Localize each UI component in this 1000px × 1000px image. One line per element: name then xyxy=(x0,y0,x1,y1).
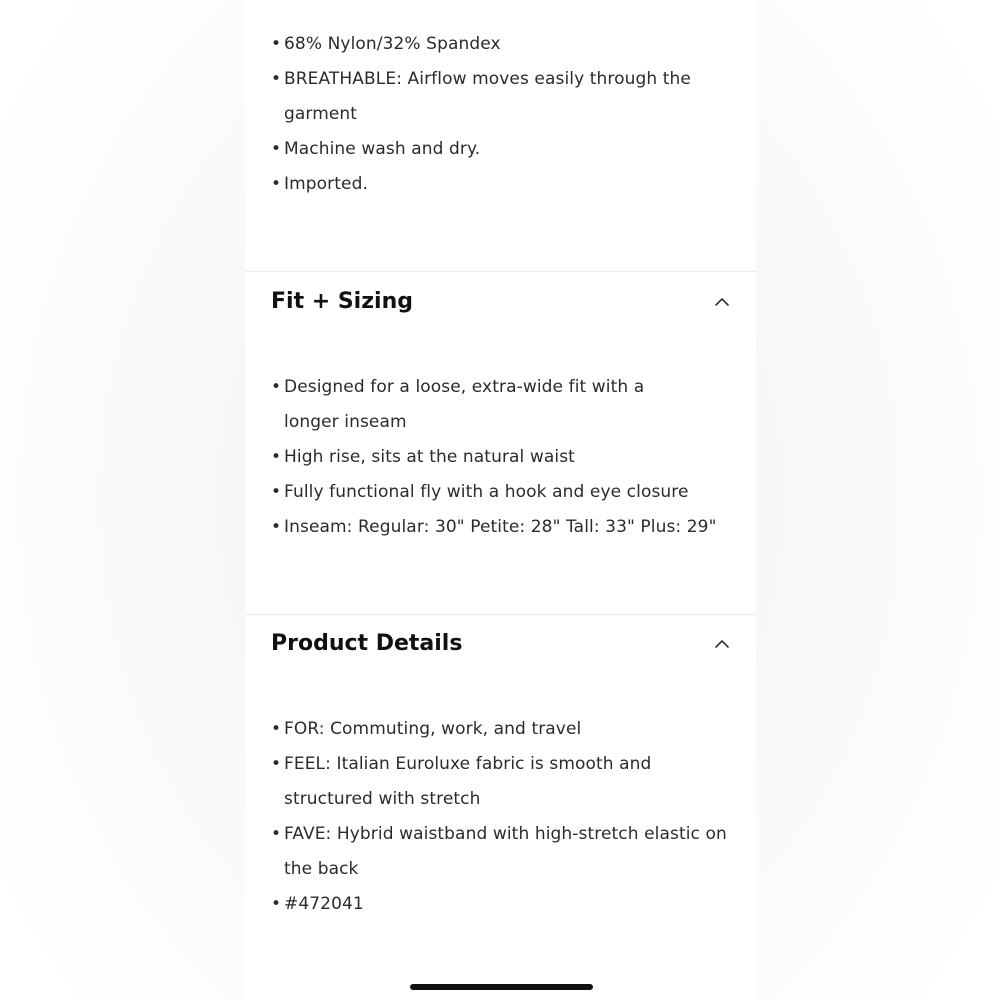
list-item: • Imported. xyxy=(271,167,701,202)
fit-sizing-title: Fit + Sizing xyxy=(271,289,413,314)
list-item: • FOR: Commuting, work, and travel xyxy=(271,712,733,747)
product-details-title: Product Details xyxy=(271,631,463,656)
fit-sizing-list xyxy=(271,370,733,545)
list-item: • #472041 xyxy=(271,887,733,922)
home-indicator[interactable] xyxy=(410,984,593,990)
chevron-up-icon[interactable] xyxy=(713,294,731,310)
materials-list xyxy=(271,27,701,202)
list-item: • Inseam: Regular: 30" Petite: 28" Tall: 33" Plus: 29" xyxy=(271,510,733,545)
list-item: • 68% Nylon/32% Spandex xyxy=(271,27,701,62)
list-item: • Designed for a loose, extra-wide fit with a longer inseam xyxy=(271,370,684,440)
list-item: • FAVE: Hybrid waistband with high-stretch elastic on the back xyxy=(271,817,744,887)
list-item: • High rise, sits at the natural waist xyxy=(271,440,733,475)
section-divider xyxy=(245,614,756,615)
list-item: • FEEL: Italian Euroluxe fabric is smooth and structured with stretch xyxy=(271,747,689,817)
chevron-up-icon[interactable] xyxy=(713,636,731,652)
product-description-panel[interactable] xyxy=(245,0,756,1000)
product-details-header[interactable] xyxy=(271,624,731,664)
list-item: • Fully functional fly with a hook and eye closure xyxy=(271,475,733,510)
fit-sizing-header[interactable] xyxy=(271,282,731,322)
product-details-list xyxy=(271,712,733,922)
list-item: • BREATHABLE: Airflow moves easily through the garment xyxy=(271,62,694,132)
list-item: • Machine wash and dry. xyxy=(271,132,701,167)
section-divider xyxy=(245,271,756,272)
